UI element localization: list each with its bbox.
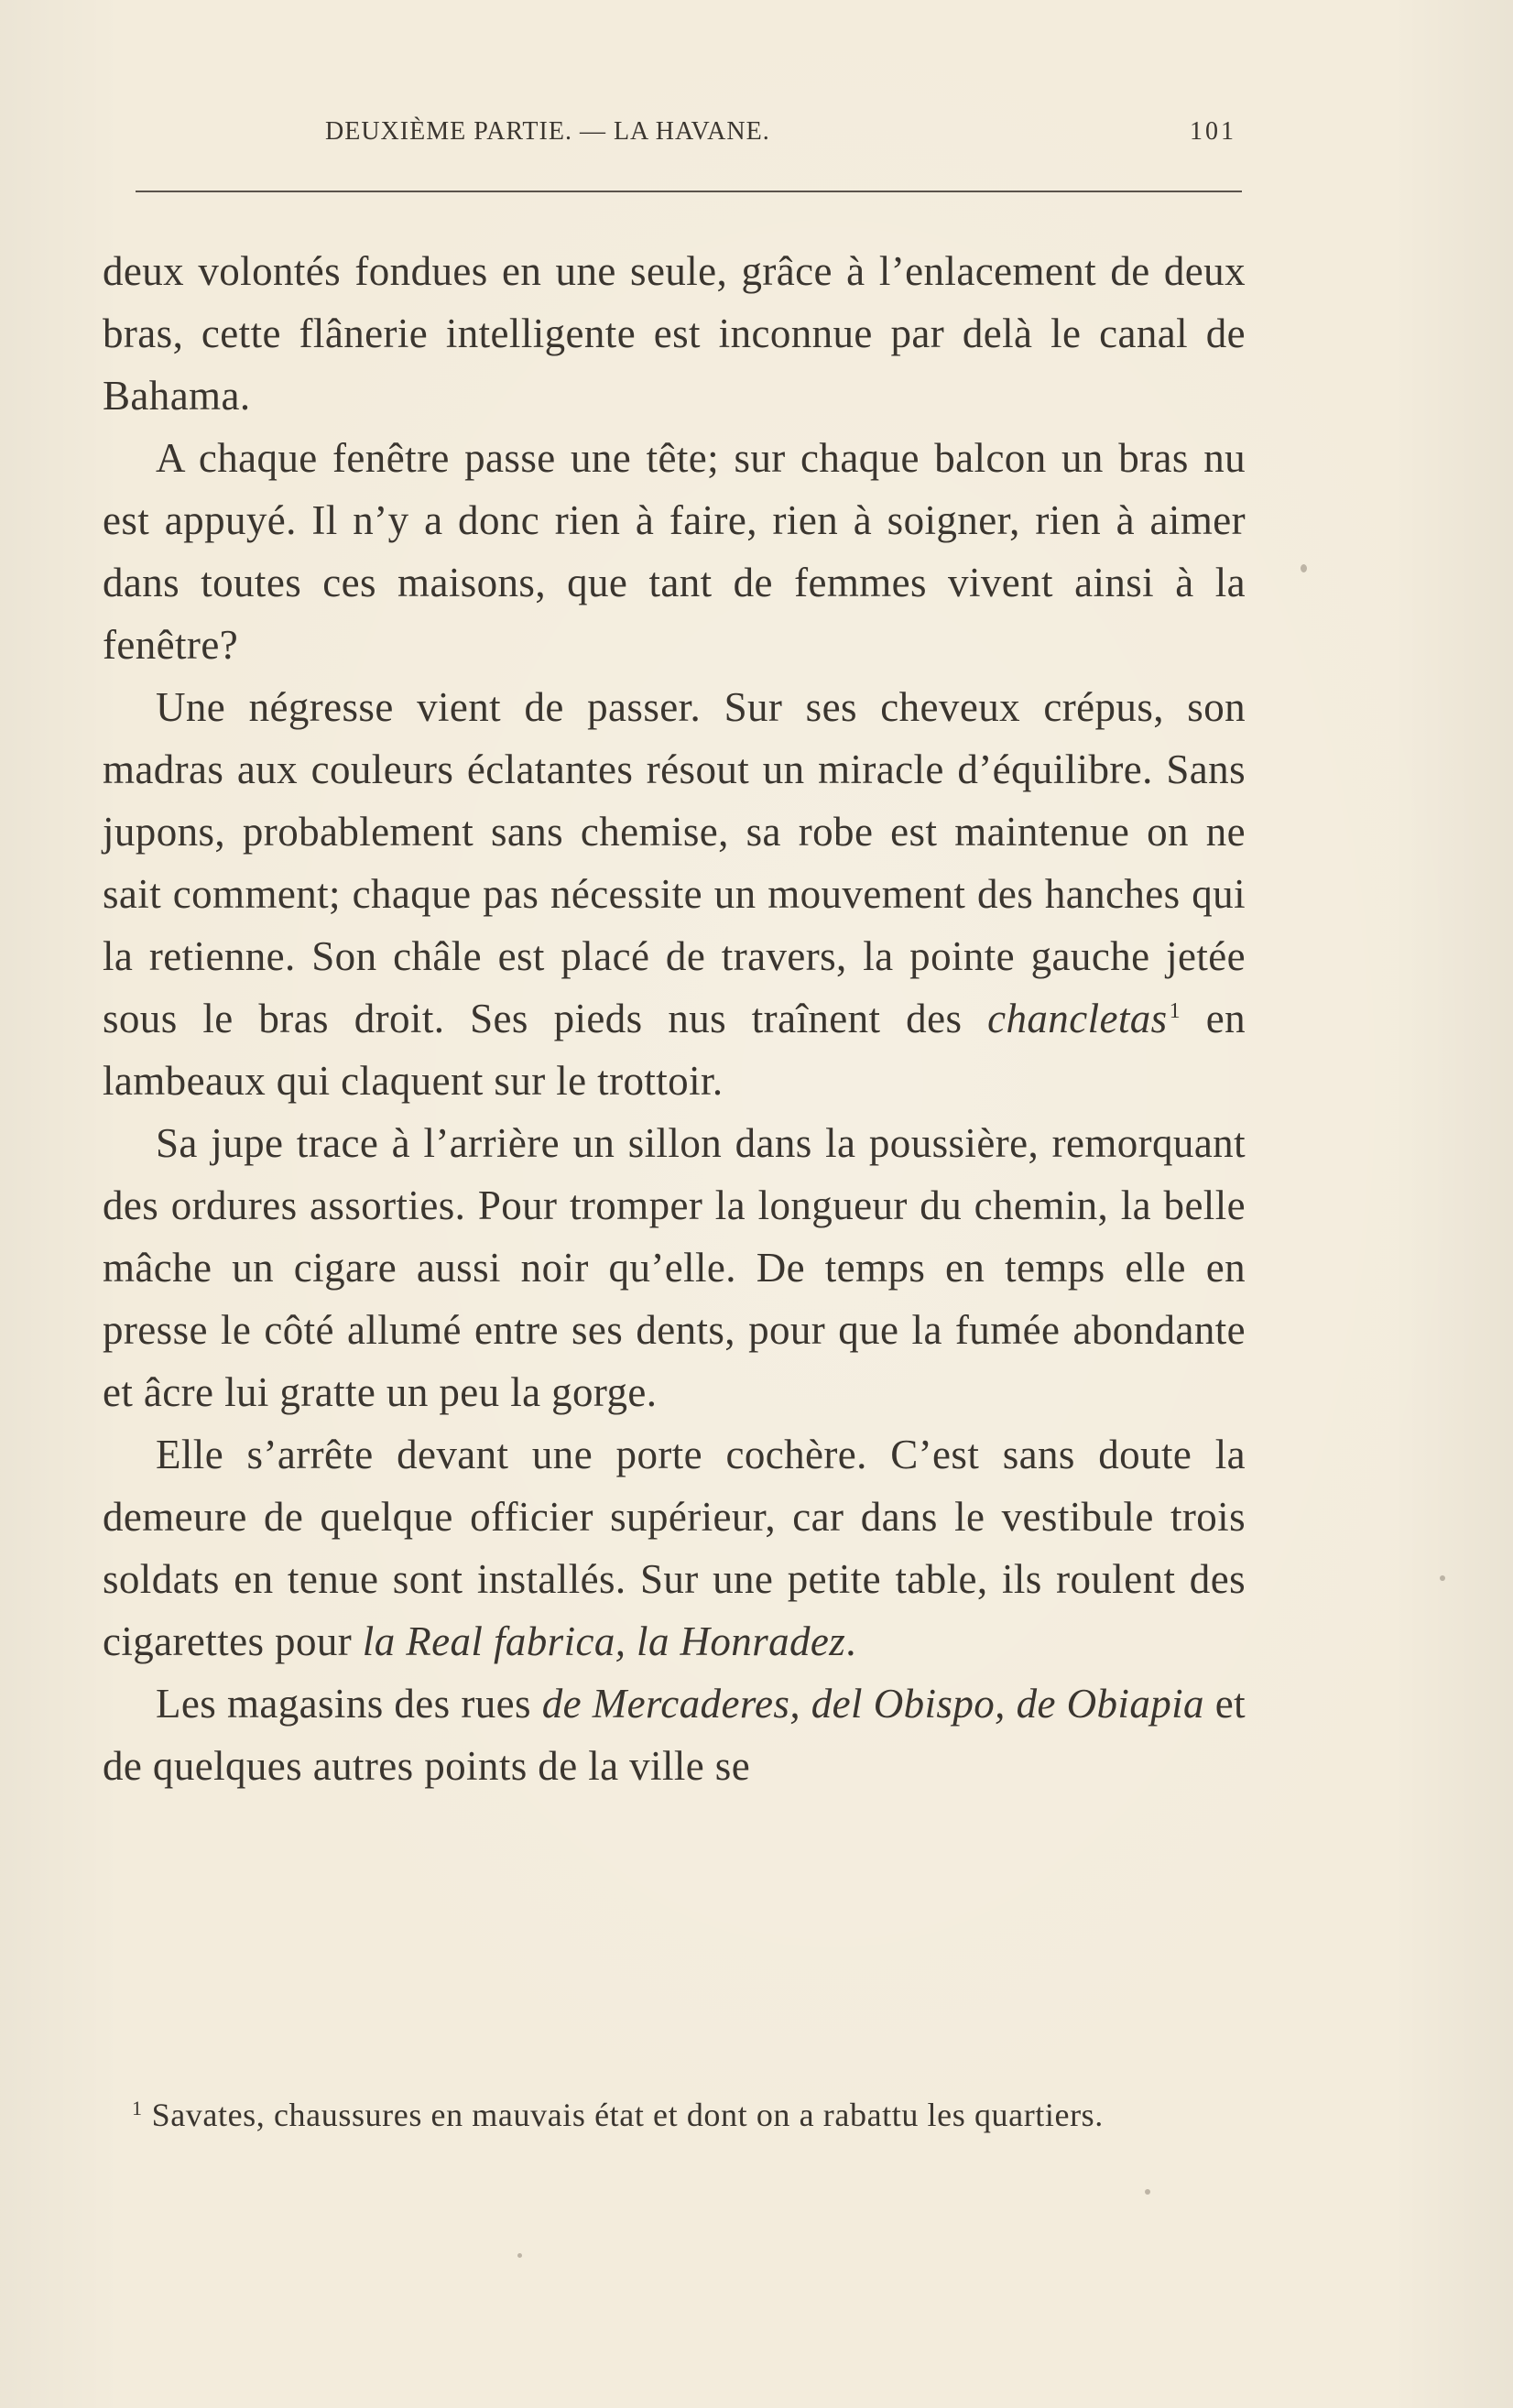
paper-speck [1145,2189,1150,2195]
page-number: 101 [1190,117,1236,146]
paragraph-2 [103,427,1246,676]
paragraph-4 [103,1112,1246,1423]
paragraph-2-text: A chaque fenêtre passe une tête; sur chaque balcon un bras nu est appuyé. Il n’y a donc rien à faire, rien à soigner, rien à aimer dans toutes ces maisons, que tant de femmes vivent ainsi à la fenêtre? [103,435,1246,668]
paragraph-5-italic: la Real fabrica, la Honradez [362,1618,846,1664]
running-title: DEUXIÈME PARTIE. — LA HAVANE. [325,117,770,146]
paragraph-6-text-a: Les magasins des rues [156,1681,542,1727]
paper-speck [517,2253,522,2258]
paragraph-5 [103,1423,1246,1673]
paper-speck [1301,564,1307,572]
footnote-marker: 1 [132,2097,143,2119]
footnote [108,2092,1244,2138]
paragraph-6-italic: de Mercaderes, del Obispo, de Obiapia [541,1681,1204,1727]
paragraph-3-italic: chancletas [987,996,1168,1041]
paragraph-6-text-b: et de quelques autres points de la ville se [103,1681,1246,1789]
running-head [325,117,1236,154]
footnote-text: Savates, chaussures en mauvais état et dont on a rabattu les quartiers. [151,2097,1104,2133]
paragraph-6 [103,1673,1246,1797]
body-text [103,240,1246,1797]
footnote-reference: 1 [1169,999,1181,1023]
paragraph-5-text-b: . [845,1618,856,1664]
paragraph-3-text-a: Une négresse vient de passer. Sur ses cheveux crépus, son madras aux couleurs éclatantes résout un miracle d’équilibre. Sans jupons, probablement sans chemise, sa robe est maintenue on ne sait comment; chaque pas nécessite un mouvement des hanches qui la retienne. Son châle est placé de travers, la pointe gauche jetée sous le bras droit. Ses pieds nus traînent des [103,684,1246,1041]
paper-speck [1440,1575,1445,1581]
header-rule [136,191,1242,192]
paragraph-3-text-b: en lambeaux qui claquent sur le trottoir. [103,996,1246,1104]
paragraph-4-text: Sa jupe trace à l’arrière un sillon dans la poussière, remorquant des ordures assorties. Pour tromper la longueur du chemin, la belle mâche un cigare aussi noir qu’elle. De temps en temps elle en presse le côté allumé entre ses dents, pour que la fumée abondante et âcre lui gratte un peu la gorge. [103,1120,1246,1415]
paragraph-3 [103,676,1246,1112]
paragraph-1 [103,240,1246,427]
paragraph-5-text-a: Elle s’arrête devant une porte cochère. C’est sans doute la demeure de quelque officier supérieur, car dans le vestibule trois soldats en tenue sont installés. Sur une petite table, ils roulent des cigarettes pour [103,1432,1246,1664]
paragraph-1-text: deux volontés fondues en une seule, grâce à l’enlacement de deux bras, cette flânerie intelligente est inconnue par delà le canal de Bahama. [103,248,1246,419]
